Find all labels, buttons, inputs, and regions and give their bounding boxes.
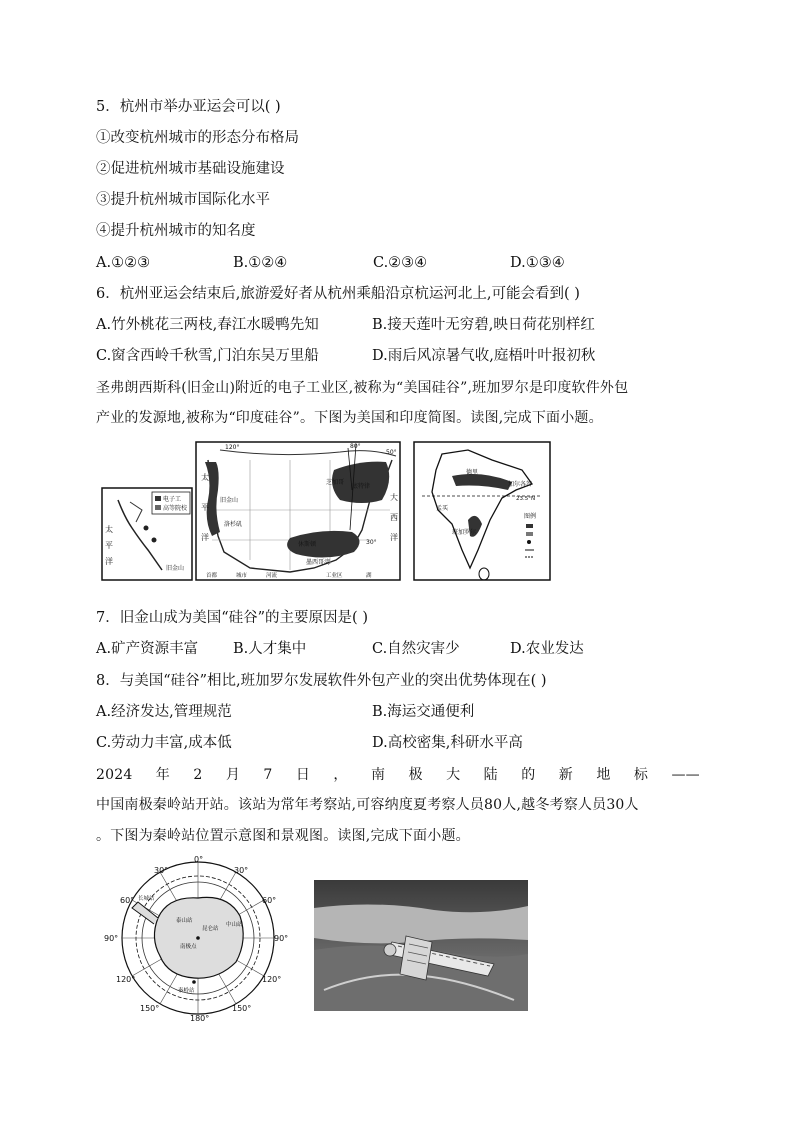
usa-pacific-char-3: 洋 <box>201 533 209 542</box>
usa-atlantic-char-1: 大 <box>390 493 398 502</box>
p2-token: 7 <box>263 767 273 783</box>
india-tropic-label: 23.5°N <box>516 496 536 502</box>
station-zhongshan: 中山站 <box>226 922 243 928</box>
q7-option-d: D.农业发达 <box>510 641 584 657</box>
inset-ocean-char-2: 平 <box>105 541 113 550</box>
p2-token: 大 <box>446 767 461 783</box>
q5-option-c: C.②③④ <box>373 255 428 271</box>
usa-city-detroit: 底特律 <box>352 483 371 490</box>
usa-legend-capital: 首都 <box>206 573 218 579</box>
p2-token: 新 <box>558 767 573 783</box>
inset-ocean-char-3: 洋 <box>105 557 113 566</box>
inset-label-college: 高等院校 <box>163 505 188 512</box>
q6-stem: 6．杭州亚运会结束后,旅游爱好者从杭州乘船沿京杭运河北上,可能会看到( ) <box>96 286 580 302</box>
india-map-figure <box>412 440 552 582</box>
station-great-wall: 长城站 <box>138 896 155 902</box>
station-taishan: 泰山站 <box>176 918 193 924</box>
q7-stem: 7．旧金山成为美国“硅谷”的主要原因是( ) <box>96 610 368 626</box>
inset-label-industry: 电子工 <box>163 496 182 503</box>
usa-atlantic-char-3: 洋 <box>390 533 398 542</box>
q7-option-b: B.人才集中 <box>233 641 307 657</box>
lon-60-east: 60° <box>262 896 277 905</box>
q5-item-2: ②促进杭州城市基础设施建设 <box>96 161 285 177</box>
usa-pacific-char-2: 平 <box>201 503 209 512</box>
inset-sf-label: 旧金山 <box>166 565 185 572</box>
p2-token: 南 <box>370 767 386 783</box>
usa-label-30: 30° <box>366 539 377 546</box>
inset-ocean-char-1: 太 <box>105 525 113 534</box>
q5-stem: 5．杭州市举办亚运会可以( ) <box>96 99 281 115</box>
q8-stem: 8．与美国“硅谷”相比,班加罗尔发展软件外包产业的突出优势体现在( ) <box>96 673 547 689</box>
p2-token: ， <box>333 767 348 783</box>
usa-legend-industry: 工业区 <box>326 573 343 579</box>
station-kunlun: 昆仑站 <box>202 926 219 932</box>
lon-90-west: 90° <box>104 934 119 943</box>
q6-option-a: A.竹外桃花三两枝,春江水暖鸭先知 <box>96 317 319 333</box>
lon-60-west: 60° <box>120 896 135 905</box>
lon-0: 0° <box>194 856 204 864</box>
p2-token: 标 <box>633 767 649 783</box>
q8-option-c: C.劳动力丰富,成本低 <box>96 735 232 751</box>
lon-30-west: 30° <box>154 866 169 875</box>
lon-150-west: 150° <box>140 1004 160 1013</box>
usa-legend-lake: 湖 <box>366 573 372 579</box>
p2-token: 月 <box>225 767 241 783</box>
p2-token: 的 <box>521 767 536 783</box>
q8-option-b: B.海运交通便利 <box>372 704 475 720</box>
q6-option-c: C.窗含西岭千秋雪,门泊东吴万里船 <box>96 348 319 364</box>
q7-option-c: C.自然灾害少 <box>372 641 460 657</box>
q7-option-a: A.矿产资源丰富 <box>96 641 199 657</box>
p2-token: 2 <box>193 767 203 783</box>
lon-150-east: 150° <box>232 1004 252 1013</box>
usa-label-80: 80° <box>350 443 361 450</box>
qinling-station-photo <box>314 880 528 1011</box>
lon-120-east: 120° <box>262 975 282 984</box>
q5-option-b: B.①②④ <box>233 255 288 271</box>
usa-main-map <box>196 442 400 580</box>
station-qinling: 秦岭站 <box>178 988 195 994</box>
p2-token: 极 <box>408 767 423 783</box>
india-city-kolkata: 加尔各答 <box>508 481 533 488</box>
q8-option-d: D.高校密集,科研水平高 <box>372 735 523 751</box>
passage1-line-2: 产业的发源地,被称为“印度硅谷”。下图为美国和印度简图。读图,完成下面小题。 <box>96 410 603 426</box>
inset-legend-swatch-1 <box>155 496 161 501</box>
p2-token: 陆 <box>483 767 498 783</box>
india-city-mumbai: 孟买 <box>436 505 449 512</box>
usa-pacific-char-1: 太 <box>201 473 209 482</box>
p2-token: 日 <box>295 767 311 783</box>
q6-option-b: B.接天莲叶无穷碧,映日荷花别样红 <box>372 317 595 333</box>
p2-token: 年 <box>155 767 170 783</box>
q5-item-4: ④提升杭州城市的知名度 <box>96 223 256 239</box>
south-pole-label: 南极点 <box>180 944 197 950</box>
india-city-delhi: 德里 <box>466 469 479 476</box>
usa-atlantic-char-2: 西 <box>390 513 398 522</box>
usa-legend-river: 河流 <box>266 573 278 579</box>
q5-option-a: A.①②③ <box>96 255 151 271</box>
passage1-line-1: 圣弗朗西斯科(旧金山)附近的电子工业区,被称为“美国硅谷”,班加罗尔是印度软件外包 <box>96 380 629 396</box>
inset-legend-swatch-2 <box>155 505 161 510</box>
passage2-line-3: 。下图为秦岭站位置示意图和景观图。读图,完成下面小题。 <box>96 828 470 844</box>
usa-inset-map <box>102 488 192 580</box>
p2-token: 2024 <box>96 767 133 783</box>
usa-gulf-label: 墨西哥湾 <box>306 559 331 566</box>
q8-option-a: A.经济发达,管理规范 <box>96 704 232 720</box>
p2-token: 地 <box>596 767 611 783</box>
q5-item-1: ①改变杭州城市的形态分布格局 <box>96 130 299 146</box>
usa-city-houston: 休斯顿 <box>298 541 317 548</box>
q5-option-d: D.①③④ <box>510 255 565 271</box>
lon-90-east: 90° <box>274 934 289 943</box>
india-city-bangalore: 班加罗尔 <box>452 529 477 536</box>
usa-city-sf: 旧金山 <box>220 497 239 504</box>
lon-120-west: 120° <box>116 975 136 984</box>
q5-item-3: ③提升杭州城市国际化水平 <box>96 192 270 208</box>
usa-city-la: 洛杉矶 <box>224 521 243 528</box>
passage2-line-2: 中国南极秦岭站开站。该站为常年考察站,可容纳度夏考察人员80人,越冬考察人员30人 <box>96 797 639 813</box>
antarctic-location-map <box>98 856 298 1022</box>
usa-map-figure <box>100 440 402 582</box>
p2-token: —— <box>671 767 700 783</box>
lon-180: 180° <box>190 1014 210 1022</box>
passage2-line-1 <box>96 765 700 785</box>
lon-30-east: 30° <box>234 866 249 875</box>
usa-label-50: 50° <box>386 449 397 456</box>
usa-label-120: 120° <box>225 444 240 451</box>
q6-option-d: D.雨后风凉暑气收,庭梧叶叶报初秋 <box>372 348 596 364</box>
india-legend-title: 图例 <box>524 513 537 520</box>
usa-city-chicago: 芝加哥 <box>326 479 345 486</box>
usa-legend-city: 城市 <box>236 573 248 579</box>
